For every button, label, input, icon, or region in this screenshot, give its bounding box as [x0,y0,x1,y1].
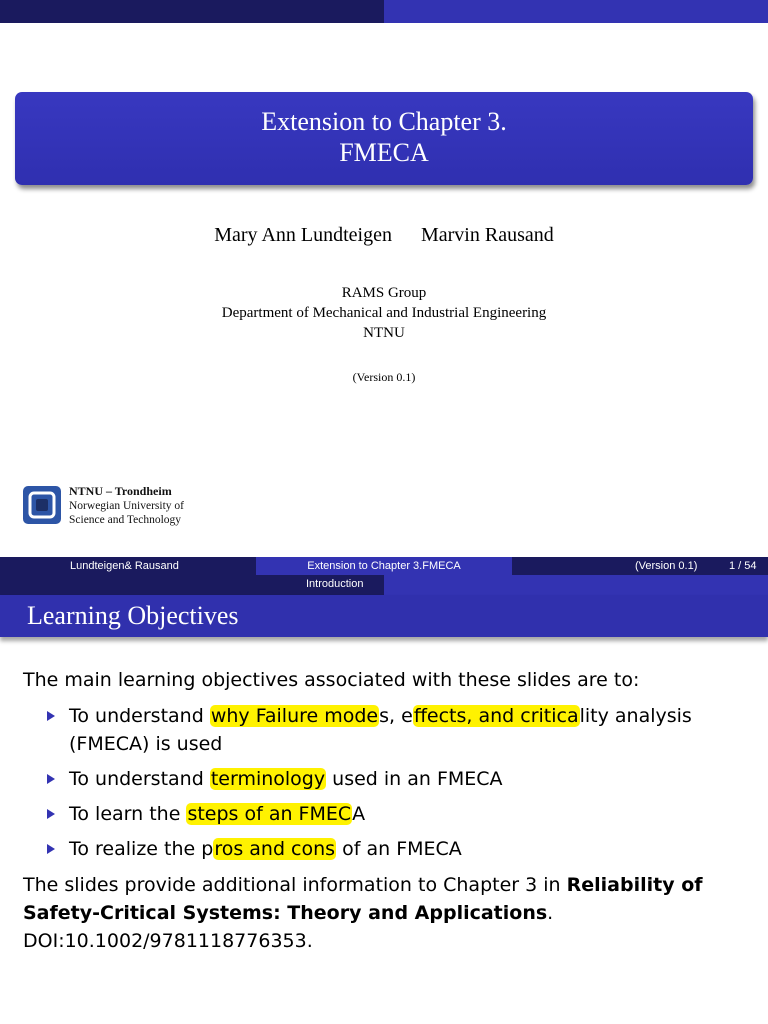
item-text: To learn the [69,803,187,825]
logo-line-1: NTNU – Trondheim [69,484,172,498]
footer-authors-cell [0,557,256,575]
section-nav-label[interactable]: Introduction [306,578,364,590]
doi-link[interactable]: DOI:10.1002/9781118776353. [23,930,313,952]
footer-page-number: 1 / 54 [729,560,757,572]
item-text: A [352,803,366,825]
title-line-2: FMECA [339,138,429,167]
logo-text [69,484,184,527]
outro-lead: The slides provide additional information to Chapter 3 in [23,874,567,896]
title-line-1: Extension to Chapter 3. [261,107,507,136]
list-item [47,835,737,863]
bullet-triangle-icon [47,844,55,854]
title-box [15,92,753,185]
item-text: To understand [69,705,210,727]
highlight: ros and cons [214,838,336,860]
objectives-list [47,702,737,870]
frame-title: Learning Objectives [27,601,239,630]
bullet-triangle-icon [47,809,55,819]
highlight: why Failure mode [210,705,379,727]
institution-name: NTNU [363,325,405,341]
highlight: steps of an FMEC [187,803,352,825]
group-name: RAMS Group [341,285,427,301]
bullet-triangle-icon [47,774,55,784]
item-text: used in an FMECA [326,768,503,790]
item-text: lity analysis (FMECA) is used [69,705,692,755]
section-nav-left [0,575,384,595]
author-1: Mary Ann Lundteigen [214,224,392,246]
author-2: Marvin Rausand [420,224,554,246]
item-text: s, e [379,705,413,727]
footer-version: (Version 0.1) [635,560,698,572]
authors [0,224,768,247]
top-nav-bar-left [0,0,384,23]
logo-line-2: Norwegian University of [69,500,184,512]
book-title: Reliability of Safety-Critical Systems: Theory and Applications [23,874,703,924]
list-item [47,765,737,793]
frame-title-bar [0,595,768,637]
section-nav-right [384,575,768,595]
highlight: terminology [210,768,326,790]
version-label: (Version 0.1) [352,370,416,384]
ntnu-logo-icon [23,486,61,524]
top-nav-bar-right [384,0,768,23]
logo-line-3: Science and Technology [69,514,182,526]
outro-period: . [547,902,554,924]
highlight: ffects, and critica [413,705,579,727]
intro-text: The main learning objectives associated with these slides are to: [23,669,640,691]
department-name: Department of Mechanical and Industrial Engineering [221,305,547,321]
footer-title: Extension to Chapter 3.FMECA [256,557,512,575]
footer-right-cell [512,557,768,575]
list-item [47,702,737,758]
item-text: of an FMECA [336,838,462,860]
bullet-triangle-icon [47,711,55,721]
outro-text [23,871,743,955]
affiliation [0,283,768,343]
item-text: To understand [69,768,210,790]
list-item [47,800,737,828]
footer-authors: Lundteigen& Rausand [70,560,179,572]
item-text: To realize the p [69,838,214,860]
